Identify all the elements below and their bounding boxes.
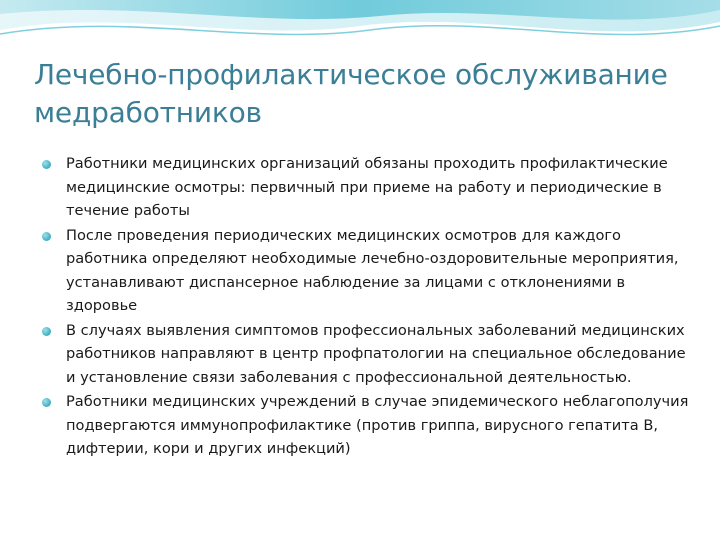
bullet-dot-icon [42, 160, 51, 169]
bullet-list [40, 152, 690, 461]
bullet-dot-icon [42, 327, 51, 336]
bullet-text: В случаях выявления симптомов профессиональных заболеваний медицинских работников направляют в центр профпатологии на специальное обследование и установление связи заболевания с профессиональной деятельностью. [66, 321, 686, 386]
bullet-item [40, 152, 690, 223]
bullet-dot-icon [42, 398, 51, 407]
bullet-dot-icon [42, 232, 51, 241]
bullet-item [40, 390, 690, 461]
bullet-item [40, 319, 690, 390]
bullet-text: Работники медицинских организаций обязаны проходить профилактические медицинские осмотры: первичный при приеме на работу и периодические в течение работы [66, 155, 668, 219]
bullet-text: Работники медицинских учреждений в случае эпидемического неблагополучия подвергаются иммунопрофилактике (против гриппа, вирусного гепатита В, дифтерии, кори и других инфекций) [66, 393, 689, 457]
slide-title: Лечебно-профилактическое обслуживание медработников [34, 58, 668, 129]
bullet-text: После проведения периодических медицинских осмотров для каждого работника определяют необходимые лечебно-оздоровительные мероприятия, устанавливают диспансерное наблюдение за лицами с отклонениями в здоровье [66, 226, 679, 314]
decorative-wave [0, 0, 720, 60]
bullet-list-container [40, 152, 690, 462]
bullet-item [40, 224, 690, 318]
